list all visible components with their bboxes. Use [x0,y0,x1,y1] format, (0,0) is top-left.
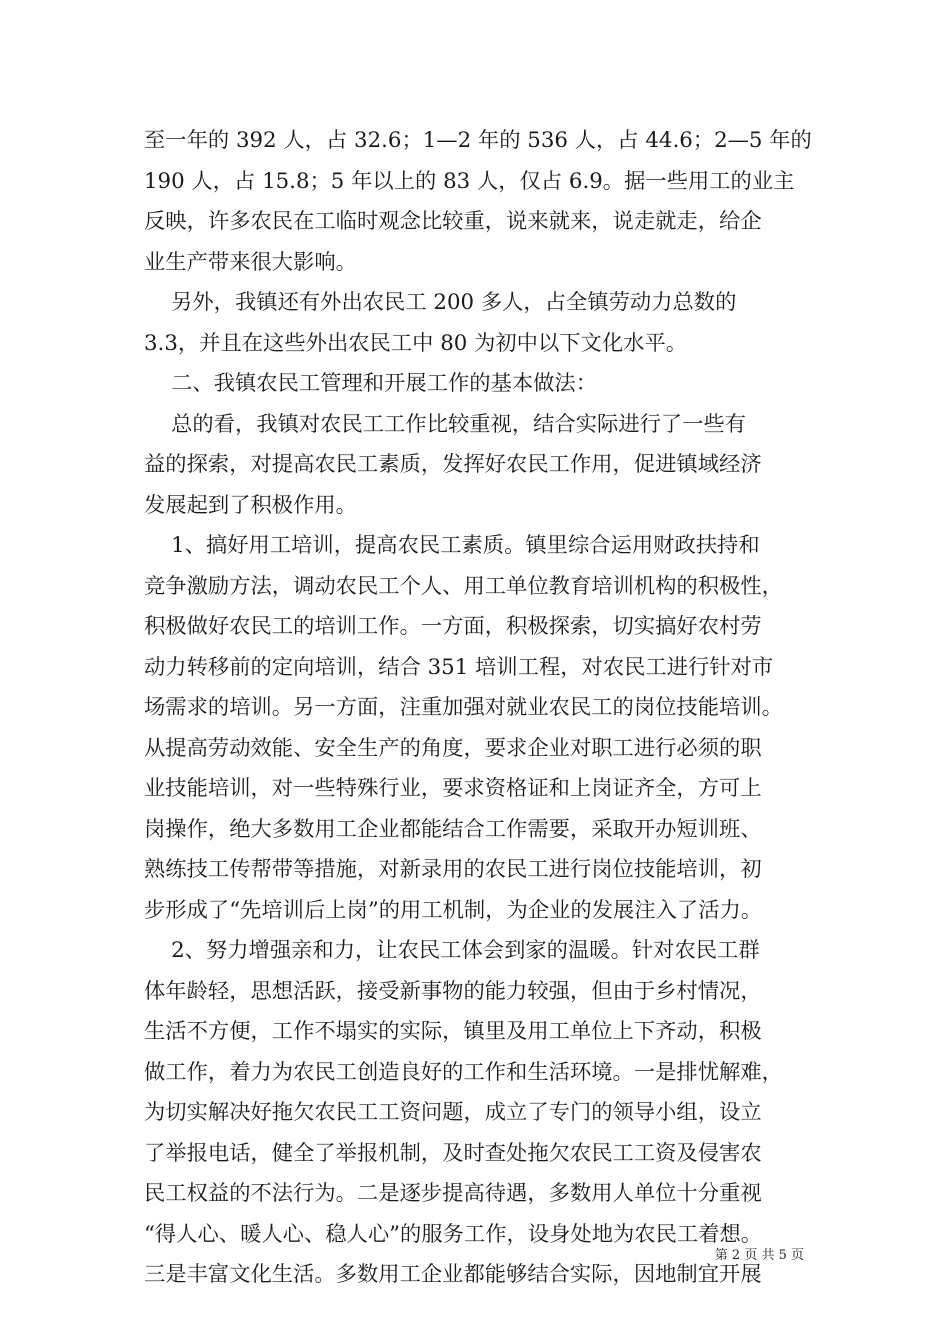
text-line: 场需求的培训。另一方面，注重加强对就业农民工的岗位技能培训。 [144,695,783,720]
text-line: 动力转移前的定向培训，结合 351 培训工程，对农民工进行针对市 [144,654,774,680]
text-line: 做工作，着力为农民工创造良好的工作和生活环境。一是排忧解难， [144,1059,783,1085]
text-line: 益的探索，对提高农民工素质，发挥好农民工作用，促进镇域经济 [144,452,762,477]
text-line: 竞争激励方法，调动农民工个人、用工单位教育培训机构的积极性， [144,573,783,599]
document-body [144,121,812,1296]
text-line: 3.3，并且在这些外出农民工中 80 为初中以下文化水平。 [144,330,688,356]
text-line: 190 人，占 15.8；5 年以上的 83 人，仅占 6.9。据一些用工的业主 [144,168,795,194]
page-number-footer: 第 2 页 共 5 页 [714,1248,804,1263]
text-line: 从提高劳动效能、安全生产的角度，要求企业对职工进行必须的职 [144,735,762,761]
text-line: 民工权益的不法行为。二是逐步提高待遇，多数用人单位十分重视 [144,1181,762,1206]
text-line: 至一年的 392 人，占 32.6；1—2 年的 536 人，占 44.6；2—5 年的 [144,128,812,153]
text-line: 2、努力增强亲和力，让农民工体会到家的温暖。针对农民工群 [144,938,760,963]
section-heading: 二、我镇农民工管理和开展工作的基本做法： [144,371,598,396]
text-line: 岗操作，绝大多数用工企业都能结合工作需要，采取开办短训班、 [144,816,762,842]
text-line: 体年龄轻，思想活跃，接受新事物的能力较强，但由于乡村情况， [144,978,762,1004]
text-line: 业生产带来很大影响。 [144,249,357,275]
text-line: 了举报电话，健全了举报机制，及时查处拖欠农民工工资及侵害农 [144,1140,762,1166]
text-line: “得人心、暖人心、稳人心”的服务工作，设身处地为农民工着想。 [144,1221,763,1247]
text-line: 三是丰富文化生活。多数用工企业都能够结合实际，因地制宜开展 [144,1262,762,1287]
text-line: 熟练技工传帮带等措施，对新录用的农民工进行岗位技能培训，初 [144,857,762,882]
text-line: 反映，许多农民在工临时观念比较重，说来就来，说走就走，给企 [144,209,762,234]
text-line: 生活不方便，工作不塌实的实际，镇里及用工单位上下齐动，积极 [144,1019,762,1044]
text-line: 积极做好农民工的培训工作。一方面，积极探索，切实搞好农村劳 [144,614,762,639]
text-line: 总的看，我镇对农民工工作比较重视，结合实际进行了一些有 [144,411,747,437]
text-line: 另外，我镇还有外出农民工 200 多人，占全镇劳动力总数的 [144,290,737,315]
text-line: 业技能培训，对一些特殊行业，要求资格证和上岗证齐全，方可上 [144,776,762,801]
text-line: 发展起到了积极作用。 [144,492,357,518]
text-line: 步形成了“先培训后上岗”的用工机制，为企业的发展注入了活力。 [144,897,763,923]
text-line: 1、搞好用工培训，提高农民工素质。镇里综合运用财政扶持和 [144,533,760,558]
text-line: 为切实解决好拖欠农民工工资问题，成立了专门的领导小组，设立 [144,1100,762,1125]
